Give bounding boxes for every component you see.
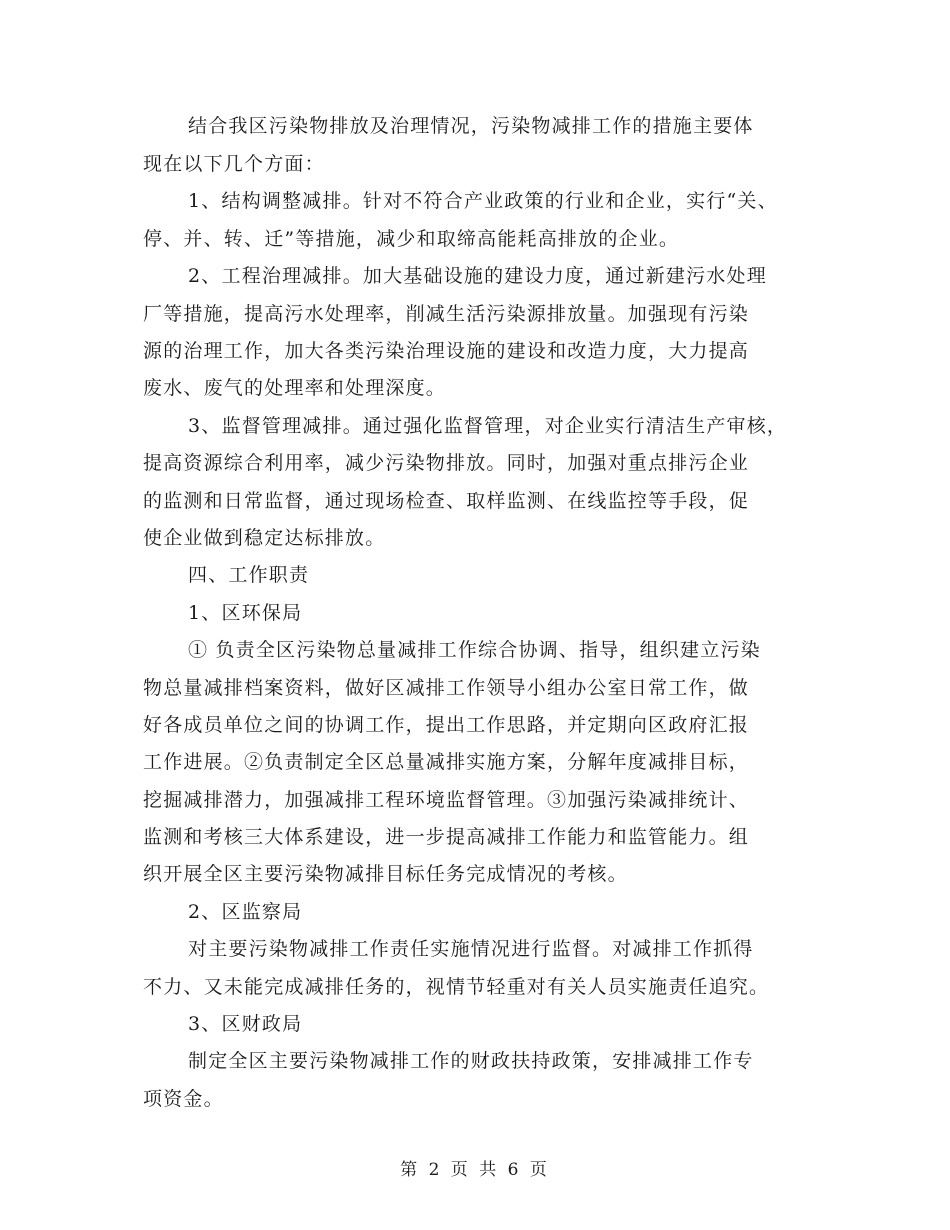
text-line: 的监测和日常监督，通过现场检查、取样监测、在线监控等手段，促	[143, 490, 750, 512]
text-line: 停、并、转、迁”等措施，减少和取缔高能耗高排放的企业。	[143, 228, 680, 250]
subsection-heading: 1、区环保局	[188, 602, 303, 624]
text-line: 项资金。	[143, 1088, 224, 1110]
text-line: 物总量减排档案资料，做好区减排工作领导小组办公室日常工作，做	[143, 677, 750, 699]
text-line: 厂等措施，提高污水处理率，削减生活污染源排放量。加强现有污染	[143, 303, 750, 325]
text-line: 现在以下几个方面：	[143, 153, 325, 175]
text-line: ① 负责全区污染物总量减排工作综合协调、指导，组织建立污染	[188, 639, 761, 661]
text-line: 1、结构调整减排。针对不符合产业政策的行业和企业，实行“关、	[188, 190, 778, 212]
text-line: 制定全区主要污染物减排工作的财政扶持政策，安排减排工作专	[188, 1050, 754, 1072]
text-line: 工作进展。②负责制定全区总量减排实施方案，分解年度减排目标，	[143, 751, 750, 773]
subsection-heading: 2、区监察局	[188, 901, 303, 923]
text-line: 好各成员单位之间的协调工作，提出工作思路，并定期向区政府汇报	[143, 714, 750, 736]
text-line: 2、工程治理减排。加大基础设施的建设力度，通过新建污水处理	[188, 265, 767, 287]
subsection-heading: 3、区财政局	[188, 1013, 303, 1035]
text-line: 废水、废气的处理率和处理深度。	[143, 377, 447, 399]
page-number-footer: 第 2 页 共 6 页	[400, 1160, 550, 1180]
section-heading: 四、工作职责	[188, 564, 310, 586]
text-line: 提高资源综合利用率，减少污染物排放。同时，加强对重点排污企业	[143, 452, 750, 474]
text-line: 结合我区污染物排放及治理情况，污染物减排工作的措施主要体	[188, 115, 754, 137]
text-line: 3、监督管理减排。通过强化监督管理，对企业实行清洁生产审核，	[188, 415, 788, 437]
text-line: 对主要污染物减排工作责任实施情况进行监督。对减排工作抓得	[188, 938, 754, 960]
text-line: 源的治理工作，加大各类污染治理设施的建设和改造力度，大力提高	[143, 340, 750, 362]
text-line: 织开展全区主要污染物减排目标任务完成情况的考核。	[143, 863, 628, 885]
text-line: 挖掘减排潜力，加强减排工程环境监督管理。③加强污染减排统计、	[143, 789, 750, 811]
text-line: 监测和考核三大体系建设，进一步提高减排工作能力和监管能力。组	[143, 826, 750, 848]
text-line: 使企业做到稳定达标排放。	[143, 527, 386, 549]
text-line: 不力、又未能完成减排任务的，视情节轻重对有关人员实施责任追究。	[143, 976, 770, 998]
